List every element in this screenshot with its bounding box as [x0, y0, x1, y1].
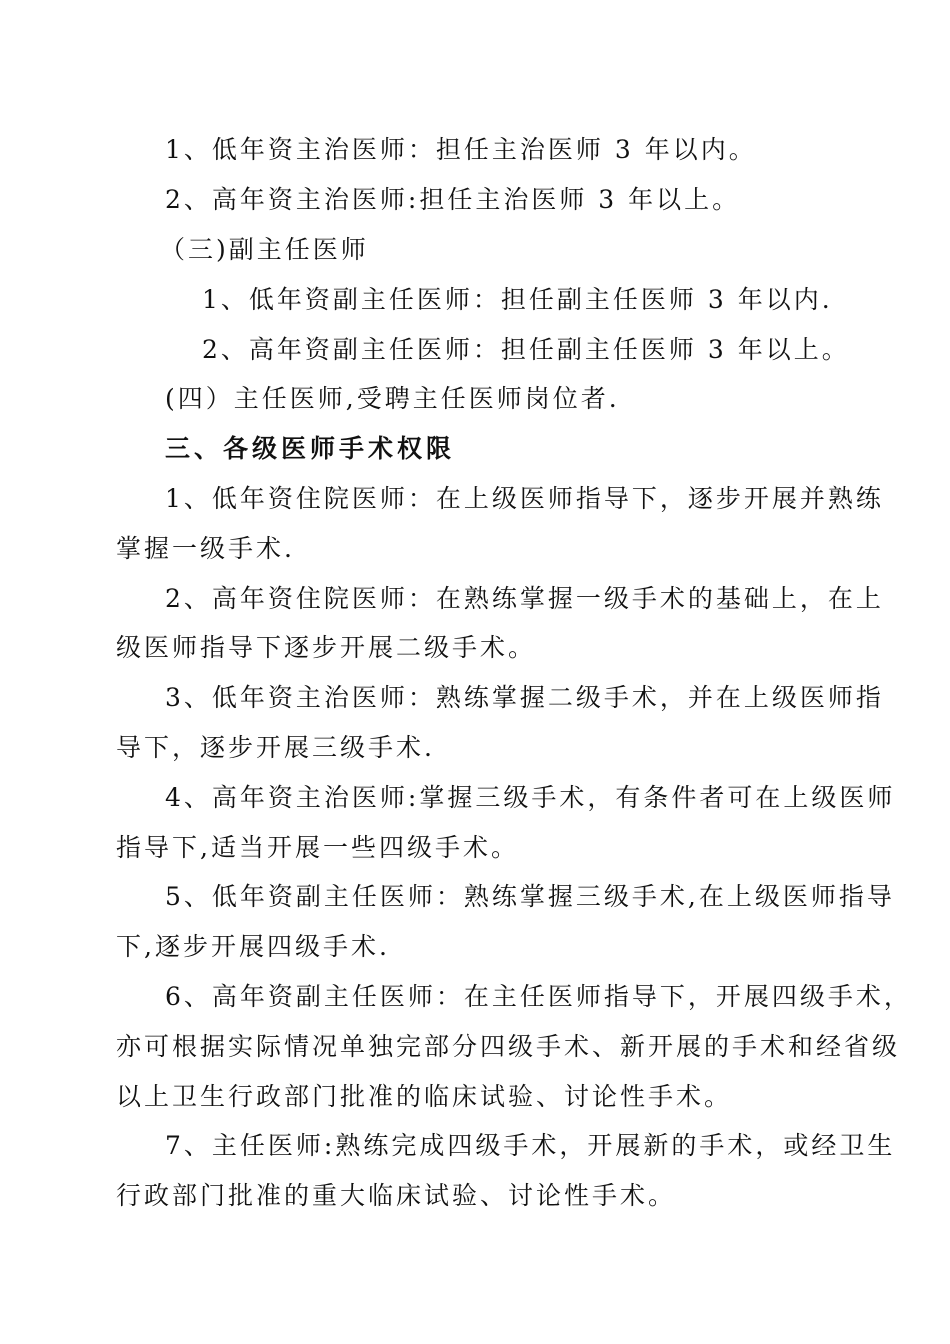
text-line: 2、高年资住院医师：在熟练掌握一级手术的基础上，在上: [165, 584, 884, 613]
text-line: 5、低年资副主任医师：熟练掌握三级手术,在上级医师指导: [165, 882, 895, 911]
text-line: 下,逐步开展四级手术.: [116, 932, 390, 961]
text-line: 行政部门批准的重大临床试验、讨论性手术。: [116, 1181, 677, 1210]
text-line: 6、高年资副主任医师：在主任医师指导下，开展四级手术，: [165, 982, 912, 1011]
text-line: 1、低年资副主任医师：担任副主任医师 3 年以内.: [202, 285, 833, 314]
text-line: 7、主任医师:熟练完成四级手术，开展新的手术，或经卫生: [165, 1131, 896, 1160]
text-line: 4、高年资主治医师:掌握三级手术，有条件者可在上级医师: [165, 783, 896, 812]
text-line: 掌握一级手术.: [116, 534, 295, 563]
text-line: 指导下,适当开展一些四级手术。: [116, 833, 519, 862]
text-line: 以上卫生行政部门批准的临床试验、讨论性手术。: [116, 1082, 733, 1111]
text-line: 1、低年资主治医师：担任主治医师 3 年以内。: [165, 135, 757, 164]
section-subheading: （三)副主任医师: [160, 235, 369, 264]
section-heading: 三、各级医师手术权限: [165, 434, 456, 463]
text-line: 2、高年资副主任医师：担任副主任医师 3 年以上。: [202, 335, 850, 364]
text-line: 亦可根据实际情况单独完部分四级手术、新开展的手术和经省级: [116, 1032, 901, 1061]
text-line: 3、低年资主治医师：熟练掌握二级手术，并在上级医师指: [165, 683, 884, 712]
text-line: 2、高年资主治医师:担任主治医师 3 年以上。: [165, 185, 741, 214]
text-line: 级医师指导下逐步开展二级手术。: [116, 633, 537, 662]
text-line: (四）主任医师,受聘主任医师岗位者.: [165, 384, 620, 413]
text-line: 1、低年资住院医师：在上级医师指导下，逐步开展并熟练: [165, 484, 884, 513]
text-line: 导下，逐步开展三级手术.: [116, 733, 435, 762]
